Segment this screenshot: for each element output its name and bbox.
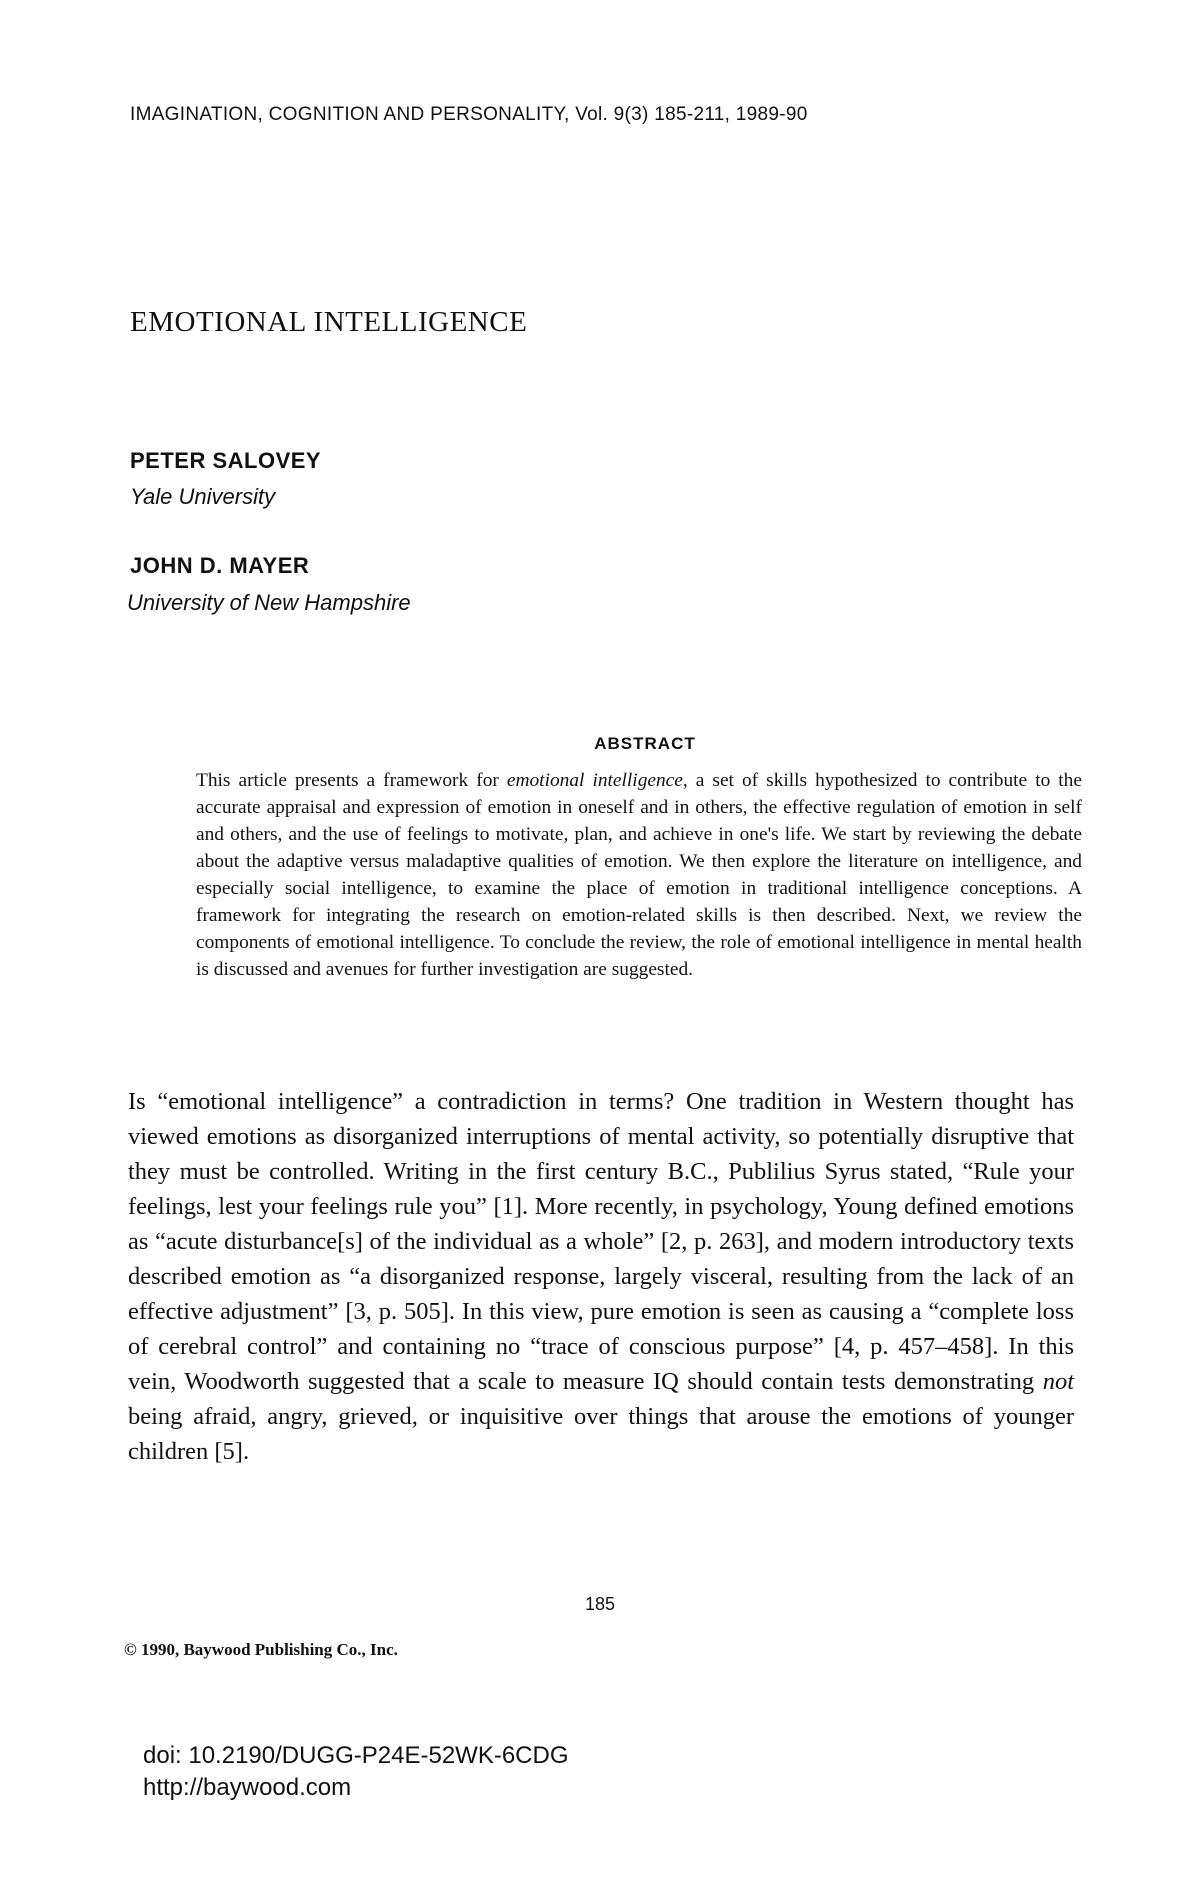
doi-block <box>143 1740 569 1804</box>
journal-citation: IMAGINATION, COGNITION AND PERSONALITY, Vol. 9(3) 185-211, 1989-90 <box>130 104 808 125</box>
publisher-url-link[interactable]: http://baywood.com <box>143 1774 352 1801</box>
body-text-start: Is “emotional intelligence” a contradiction in terms? One tradition in Western thought has viewed emotions as disorganized interruptions of mental activity, so potentially disruptive that they must be controlled. Writing in the first century B.C., Publilius Syrus stated, “Rule your feelings, lest your feelings rule you” [1]. More recently, in psychology, Young defined emotions as “acute disturbance[s] of the individual as a whole” [2, p. 263], and modern introductory texts described emotion as “a disorganized response, largely visceral, resulting from the lack of an effective adjustment” [3, p. 505]. In this view, pure emotion is seen as causing a “complete loss of cerebral control” and containing no “trace of conscious purpose” [4, p. 457–458]. In this vein, Woodworth suggested that a scale to measure IQ should contain tests demonstrating <box>128 1088 1074 1395</box>
abstract-text-start: This article presents a framework for <box>196 770 507 791</box>
abstract-text-rest: , a set of skills hypothesized to contribute to the accurate appraisal and expression of emotion in oneself and in others, the effective regulation of emotion in self and others, and the use of feelings to motivate, plan, and achieve in one's life. We start by reviewing the debate about the adaptive versus maladaptive qualities of emotion. We then explore the literature on intelligence, and especially social intelligence, to examine the place of emotion in traditional intelligence conceptions. A framework for integrating the research on emotion-related skills is then described. Next, we review the components of emotional intelligence. To conclude the review, the role of emotional intelligence in mental health is discussed and avenues for further investigation are suggested. <box>196 770 1082 980</box>
author-affiliation-1: Yale University <box>130 484 276 509</box>
author-name-1: PETER SALOVEY <box>130 448 322 473</box>
article-title: EMOTIONAL INTELLIGENCE <box>130 306 528 338</box>
body-paragraph <box>128 1084 1074 1469</box>
doi-text: doi: 10.2190/DUGG-P24E-52WK-6CDG <box>143 1742 569 1769</box>
abstract-text <box>196 767 1082 983</box>
abstract-key-term: emotional intelligence <box>506 770 683 791</box>
author-affiliation-2: University of New Hampshire <box>127 590 411 615</box>
author-name-2: JOHN D. MAYER <box>130 553 310 578</box>
abstract-heading: ABSTRACT <box>594 734 696 753</box>
body-emphasis: not <box>1042 1368 1074 1395</box>
body-text-end: being afraid, angry, grieved, or inquisitive over things that arouse the emotions of younger children [5]. <box>128 1403 1074 1465</box>
copyright-notice: © 1990, Baywood Publishing Co., Inc. <box>124 1640 398 1659</box>
page-number: 185 <box>584 1594 616 1614</box>
